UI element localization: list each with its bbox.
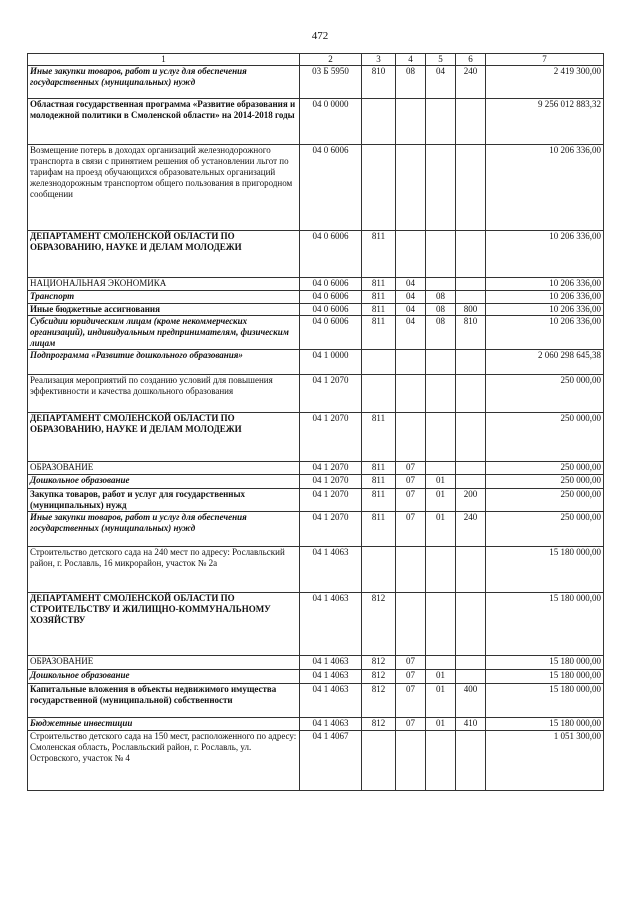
row-department-code: 812: [362, 718, 396, 731]
row-name: ОБРАЗОВАНИЕ: [28, 656, 300, 670]
table-row: [28, 489, 604, 512]
table-row: [28, 731, 604, 791]
row-section-code: 07: [396, 475, 426, 489]
row-section-code: [396, 547, 426, 593]
row-section-code: [396, 350, 426, 375]
row-target-code: 04 0 0000: [300, 99, 362, 145]
row-target-code: 04 1 4063: [300, 684, 362, 718]
table-row: [28, 413, 604, 462]
row-department-code: 811: [362, 231, 396, 278]
row-department-code: [362, 547, 396, 593]
table-row: [28, 656, 604, 670]
row-expense-type-code: 400: [456, 684, 486, 718]
row-section-code: 07: [396, 462, 426, 475]
row-subsection-code: [426, 231, 456, 278]
row-name: Транспорт: [28, 291, 300, 304]
row-department-code: [362, 350, 396, 375]
row-expense-type-code: [456, 547, 486, 593]
row-subsection-code: [426, 462, 456, 475]
row-amount: 1 051 300,00: [486, 731, 604, 791]
row-name: Областная государственная программа «Развитие образования и молодежной политики в Смоленской области» на 2014-2018 годы: [28, 99, 300, 145]
row-expense-type-code: [456, 462, 486, 475]
row-name: Закупка товаров, работ и услуг для государственных (муниципальных) нужд: [28, 489, 300, 512]
row-amount: 15 180 000,00: [486, 656, 604, 670]
row-department-code: [362, 731, 396, 791]
row-section-code: 04: [396, 278, 426, 291]
row-subsection-code: [426, 99, 456, 145]
row-amount: 15 180 000,00: [486, 718, 604, 731]
row-subsection-code: [426, 593, 456, 656]
budget-table: [27, 53, 604, 791]
row-section-code: 07: [396, 489, 426, 512]
row-department-code: [362, 99, 396, 145]
row-amount: 10 206 336,00: [486, 304, 604, 316]
row-name: ДЕПАРТАМЕНТ СМОЛЕНСКОЙ ОБЛАСТИ ПО ОБРАЗОВАНИЮ, НАУКЕ И ДЕЛАМ МОЛОДЕЖИ: [28, 231, 300, 278]
table-row: [28, 718, 604, 731]
row-target-code: 04 1 4067: [300, 731, 362, 791]
row-subsection-code: 01: [426, 684, 456, 718]
row-amount: 250 000,00: [486, 375, 604, 413]
row-amount: 15 180 000,00: [486, 670, 604, 684]
row-expense-type-code: [456, 291, 486, 304]
table-row: [28, 512, 604, 547]
row-subsection-code: [426, 350, 456, 375]
row-section-code: 07: [396, 512, 426, 547]
row-name: Строительство детского сада на 240 мест по адресу: Рославльский район, г. Рославль, 16 микрорайон, участок № 2а: [28, 547, 300, 593]
row-subsection-code: 08: [426, 316, 456, 350]
row-department-code: 810: [362, 66, 396, 99]
row-name: ДЕПАРТАМЕНТ СМОЛЕНСКОЙ ОБЛАСТИ ПО ОБРАЗОВАНИЮ, НАУКЕ И ДЕЛАМ МОЛОДЕЖИ: [28, 413, 300, 462]
row-expense-type-code: [456, 670, 486, 684]
row-section-code: [396, 731, 426, 791]
row-subsection-code: 01: [426, 489, 456, 512]
row-amount: 10 206 336,00: [486, 291, 604, 304]
row-target-code: 04 0 6006: [300, 231, 362, 278]
row-expense-type-code: 240: [456, 512, 486, 547]
row-expense-type-code: [456, 593, 486, 656]
row-subsection-code: 01: [426, 475, 456, 489]
row-section-code: [396, 231, 426, 278]
row-department-code: [362, 145, 396, 231]
table-row: [28, 231, 604, 278]
row-target-code: 03 Б 5950: [300, 66, 362, 99]
row-department-code: 812: [362, 670, 396, 684]
column-header: 3: [362, 54, 396, 66]
row-target-code: 04 1 4063: [300, 547, 362, 593]
row-target-code: 04 1 4063: [300, 593, 362, 656]
row-department-code: 811: [362, 475, 396, 489]
row-amount: 250 000,00: [486, 475, 604, 489]
column-header: 7: [486, 54, 604, 66]
row-section-code: 04: [396, 291, 426, 304]
column-header: 5: [426, 54, 456, 66]
row-amount: 250 000,00: [486, 413, 604, 462]
row-amount: 15 180 000,00: [486, 547, 604, 593]
row-name: Подпрограмма «Развитие дошкольного образования»: [28, 350, 300, 375]
row-subsection-code: [426, 656, 456, 670]
row-target-code: 04 0 6006: [300, 278, 362, 291]
row-section-code: 08: [396, 66, 426, 99]
row-expense-type-code: 240: [456, 66, 486, 99]
row-expense-type-code: [456, 231, 486, 278]
row-section-code: [396, 145, 426, 231]
row-target-code: 04 1 2070: [300, 512, 362, 547]
row-subsection-code: [426, 547, 456, 593]
row-target-code: 04 1 2070: [300, 475, 362, 489]
row-target-code: 04 1 2070: [300, 489, 362, 512]
table-row: [28, 462, 604, 475]
row-target-code: 04 1 2070: [300, 413, 362, 462]
table-row: [28, 684, 604, 718]
row-expense-type-code: 800: [456, 304, 486, 316]
row-subsection-code: [426, 731, 456, 791]
row-department-code: 812: [362, 684, 396, 718]
row-subsection-code: [426, 413, 456, 462]
row-section-code: 07: [396, 656, 426, 670]
row-section-code: 04: [396, 316, 426, 350]
row-amount: 15 180 000,00: [486, 593, 604, 656]
table-row: [28, 375, 604, 413]
row-name: Иные закупки товаров, работ и услуг для обеспечения государственных (муниципальных) нужд: [28, 66, 300, 99]
header-row: [28, 54, 604, 66]
row-amount: 2 419 300,00: [486, 66, 604, 99]
table-row: [28, 304, 604, 316]
row-section-code: [396, 413, 426, 462]
table-row: [28, 291, 604, 304]
row-name: НАЦИОНАЛЬНАЯ ЭКОНОМИКА: [28, 278, 300, 291]
row-section-code: 04: [396, 304, 426, 316]
row-expense-type-code: [456, 278, 486, 291]
row-department-code: 811: [362, 304, 396, 316]
row-name: Субсидии юридическим лицам (кроме некоммерческих организаций), индивидуальным предпринимателям, физическим лицам: [28, 316, 300, 350]
row-section-code: [396, 99, 426, 145]
row-name: Капитальные вложения в объекты недвижимого имущества государственной (муниципальной) собственности: [28, 684, 300, 718]
row-name: Бюджетные инвестиции: [28, 718, 300, 731]
row-expense-type-code: 410: [456, 718, 486, 731]
row-amount: 9 256 012 883,32: [486, 99, 604, 145]
row-amount: 10 206 336,00: [486, 278, 604, 291]
row-amount: 2 060 298 645,38: [486, 350, 604, 375]
table-row: [28, 278, 604, 291]
page-number: 472: [311, 30, 329, 42]
row-expense-type-code: [456, 656, 486, 670]
row-name: ДЕПАРТАМЕНТ СМОЛЕНСКОЙ ОБЛАСТИ ПО СТРОИТЕЛЬСТВУ И ЖИЛИЩНО-КОММУНАЛЬНОМУ ХОЗЯЙСТВУ: [28, 593, 300, 656]
table-row: [28, 350, 604, 375]
row-expense-type-code: [456, 375, 486, 413]
row-target-code: 04 1 4063: [300, 718, 362, 731]
row-subsection-code: [426, 145, 456, 231]
row-department-code: 811: [362, 413, 396, 462]
row-name: Строительство детского сада на 150 мест, расположенного по адресу: Смоленская область, Рославльский район, г. Рославль, ул. Островского, участок № 4: [28, 731, 300, 791]
row-amount: 15 180 000,00: [486, 684, 604, 718]
row-target-code: 04 1 2070: [300, 375, 362, 413]
row-name: ОБРАЗОВАНИЕ: [28, 462, 300, 475]
row-section-code: 07: [396, 718, 426, 731]
row-department-code: 811: [362, 291, 396, 304]
row-department-code: [362, 375, 396, 413]
row-name: Дошкольное образование: [28, 475, 300, 489]
row-expense-type-code: [456, 350, 486, 375]
row-target-code: 04 1 4063: [300, 656, 362, 670]
table-row: [28, 670, 604, 684]
row-department-code: 811: [362, 489, 396, 512]
row-expense-type-code: 810: [456, 316, 486, 350]
row-section-code: [396, 593, 426, 656]
row-target-code: 04 1 2070: [300, 462, 362, 475]
row-amount: 10 206 336,00: [486, 145, 604, 231]
row-target-code: 04 0 6006: [300, 291, 362, 304]
row-amount: 250 000,00: [486, 512, 604, 547]
row-target-code: 04 0 6006: [300, 304, 362, 316]
table-row: [28, 547, 604, 593]
column-header: 1: [28, 54, 300, 66]
row-amount: 250 000,00: [486, 489, 604, 512]
table-row: [28, 145, 604, 231]
row-expense-type-code: 200: [456, 489, 486, 512]
row-section-code: [396, 375, 426, 413]
row-expense-type-code: [456, 99, 486, 145]
row-department-code: 811: [362, 512, 396, 547]
row-amount: 250 000,00: [486, 462, 604, 475]
row-department-code: 811: [362, 316, 396, 350]
row-name: Возмещение потерь в доходах организаций железнодорожного транспорта в связи с принятием решения об установлении льгот по тарифам на проезд обучающихся образовательных организаций железнодорожным транспортом общего пользования в пригородном сообщении: [28, 145, 300, 231]
table-row: [28, 99, 604, 145]
table-row: [28, 66, 604, 99]
row-department-code: 812: [362, 593, 396, 656]
row-subsection-code: 01: [426, 512, 456, 547]
row-name: Дошкольное образование: [28, 670, 300, 684]
column-header: 2: [300, 54, 362, 66]
row-amount: 10 206 336,00: [486, 231, 604, 278]
row-department-code: 811: [362, 278, 396, 291]
row-subsection-code: 08: [426, 304, 456, 316]
row-amount: 10 206 336,00: [486, 316, 604, 350]
row-name: Реализация мероприятий по созданию условий для повышения эффективности и качества дошкольного образования: [28, 375, 300, 413]
row-target-code: 04 1 4063: [300, 670, 362, 684]
row-subsection-code: 01: [426, 670, 456, 684]
row-expense-type-code: [456, 731, 486, 791]
row-department-code: 811: [362, 462, 396, 475]
row-name: Иные бюджетные ассигнования: [28, 304, 300, 316]
row-subsection-code: [426, 278, 456, 291]
row-name: Иные закупки товаров, работ и услуг для обеспечения государственных (муниципальных) нужд: [28, 512, 300, 547]
table-row: [28, 475, 604, 489]
row-target-code: 04 1 0000: [300, 350, 362, 375]
row-subsection-code: 01: [426, 718, 456, 731]
row-department-code: 812: [362, 656, 396, 670]
row-section-code: 07: [396, 670, 426, 684]
column-header: 6: [456, 54, 486, 66]
row-subsection-code: [426, 375, 456, 413]
row-subsection-code: 08: [426, 291, 456, 304]
row-expense-type-code: [456, 475, 486, 489]
row-expense-type-code: [456, 145, 486, 231]
table-row: [28, 316, 604, 350]
table-row: [28, 593, 604, 656]
row-section-code: 07: [396, 684, 426, 718]
column-header: 4: [396, 54, 426, 66]
row-subsection-code: 04: [426, 66, 456, 99]
row-expense-type-code: [456, 413, 486, 462]
row-target-code: 04 0 6006: [300, 145, 362, 231]
row-target-code: 04 0 6006: [300, 316, 362, 350]
